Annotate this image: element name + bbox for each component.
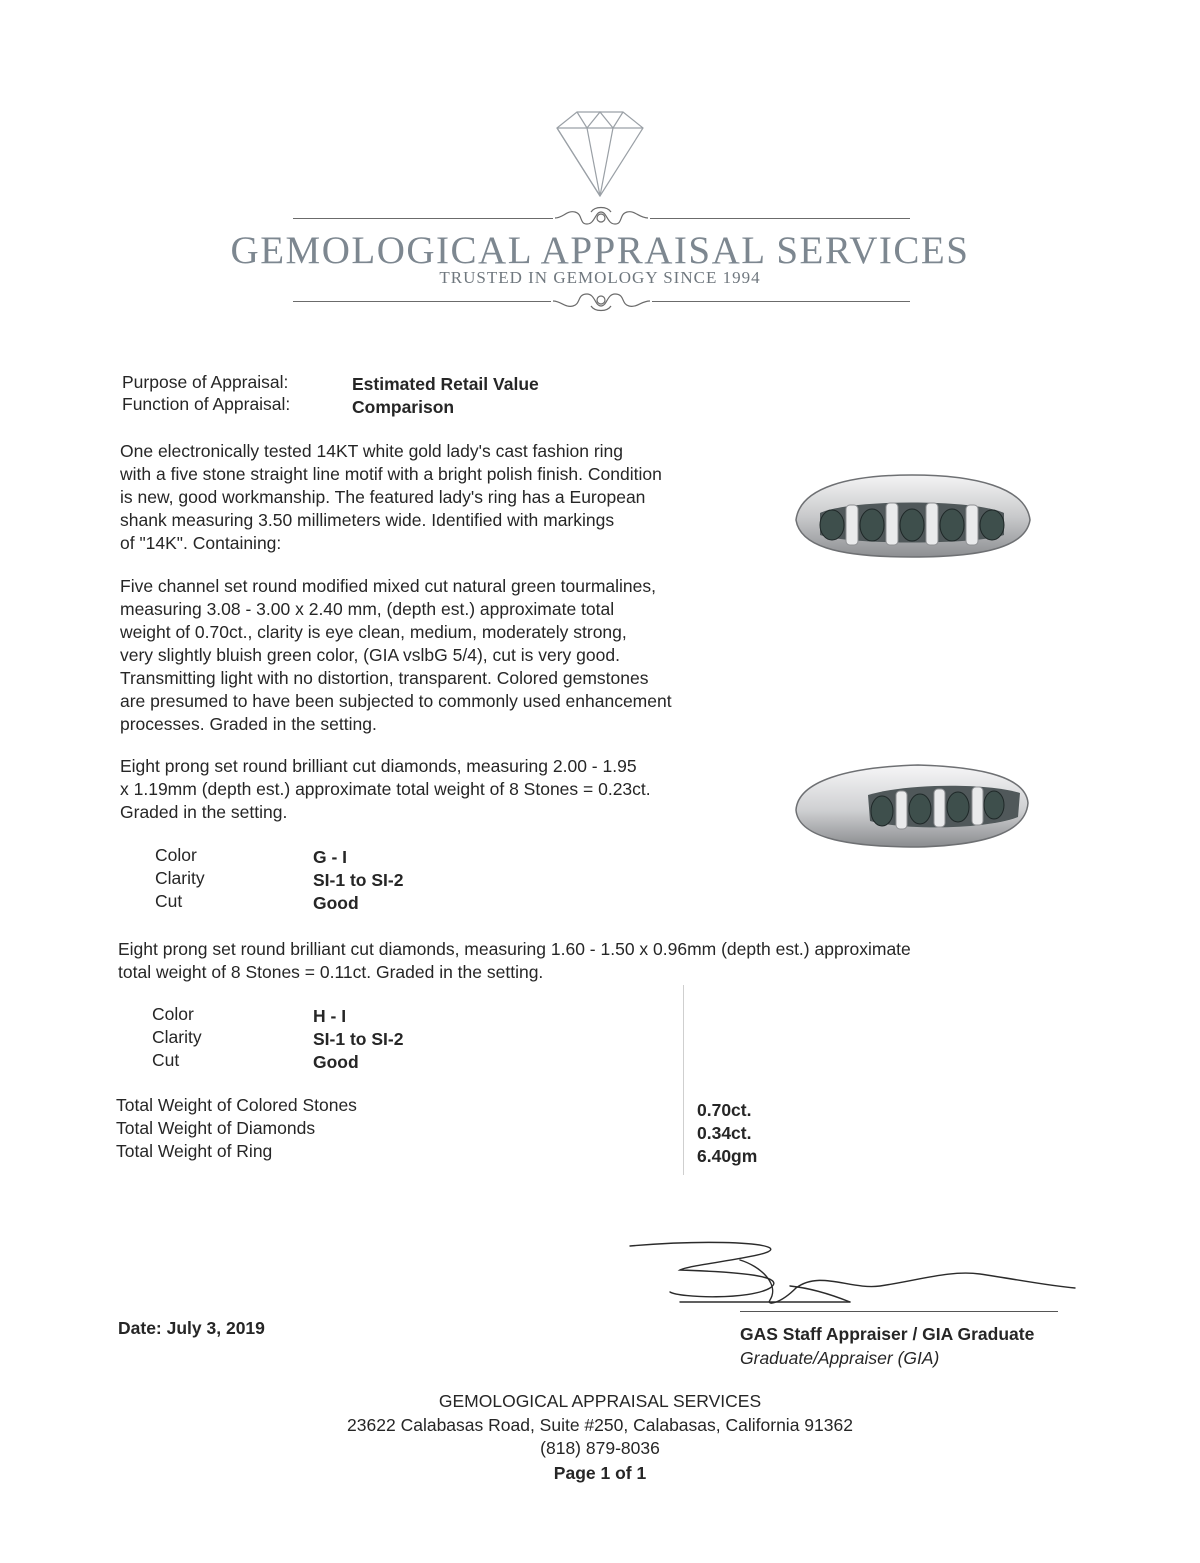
footer-phone: (818) 879-8036 bbox=[540, 1438, 660, 1458]
total-ring-value: 6.40gm bbox=[697, 1146, 758, 1166]
totals-values bbox=[697, 1099, 757, 1168]
ring-description-line: One electronically tested 14KT white gold lady's cast fashion ring bbox=[120, 441, 624, 461]
clarity-value: SI-1 to SI-2 bbox=[313, 1029, 404, 1049]
column-divider bbox=[683, 985, 684, 1175]
cut-value: Good bbox=[313, 893, 359, 913]
appraisal-date: Date: July 3, 2019 bbox=[118, 1318, 265, 1338]
grading-1-values bbox=[313, 846, 403, 915]
footer-company: GEMOLOGICAL APPRAISAL SERVICES bbox=[438, 1391, 762, 1411]
ring-photo-angle bbox=[788, 755, 1033, 855]
header-rule-top-left bbox=[293, 218, 553, 219]
appraiser-signature-icon bbox=[620, 1230, 1090, 1320]
total-colored-value: 0.70ct. bbox=[697, 1100, 752, 1120]
total-colored-label: Total Weight of Colored Stones bbox=[116, 1095, 357, 1115]
cut-label: Cut bbox=[152, 1050, 180, 1070]
function-label: Function of Appraisal: bbox=[122, 394, 291, 414]
totals-labels bbox=[116, 1094, 357, 1163]
ring-description-line: is new, good workmanship. The featured lady's ring has a European bbox=[120, 487, 646, 507]
diamonds-1-line: Eight prong set round brilliant cut diamonds, measuring 2.00 - 1.95 bbox=[120, 756, 637, 776]
tourmaline-line: weight of 0.70ct., clarity is eye clean, medium, moderately strong, bbox=[120, 622, 627, 642]
function-value: Comparison bbox=[352, 397, 455, 417]
color-value: G - I bbox=[313, 847, 348, 867]
header-rule-bottom-right bbox=[652, 301, 910, 302]
diamonds-1-description bbox=[120, 755, 760, 824]
brand-tagline: TRUSTED IN GEMOLOGY SINCE 1994 bbox=[439, 268, 761, 287]
purpose-label: Purpose of Appraisal: bbox=[122, 372, 289, 392]
tourmaline-line: processes. Graded in the setting. bbox=[120, 714, 377, 734]
grading-2-values bbox=[313, 1005, 403, 1074]
grading-2-labels bbox=[152, 1003, 202, 1072]
ring-description-line: with a five stone straight line motif with a bright polish finish. Condition bbox=[120, 464, 662, 484]
ring-description bbox=[120, 440, 760, 555]
tourmaline-line: very slightly bluish green color, (GIA vslbG 5/4), cut is very good. bbox=[120, 645, 620, 665]
appraiser-credential: Graduate/Appraiser (GIA) bbox=[740, 1348, 940, 1368]
total-diamonds-label: Total Weight of Diamonds bbox=[116, 1118, 316, 1138]
diamonds-2-line: total weight of 8 Stones = 0.11ct. Graded in the setting. bbox=[118, 962, 544, 982]
page-number: Page 1 of 1 bbox=[553, 1463, 647, 1483]
clarity-value: SI-1 to SI-2 bbox=[313, 870, 404, 890]
header-rule-top-right bbox=[650, 218, 910, 219]
clarity-label: Clarity bbox=[152, 1027, 202, 1047]
tourmaline-line: Transmitting light with no distortion, transparent. Colored gemstones bbox=[120, 668, 649, 688]
color-value: H - I bbox=[313, 1006, 347, 1026]
clarity-label: Clarity bbox=[155, 868, 205, 888]
signature-line bbox=[740, 1311, 1058, 1312]
color-label: Color bbox=[152, 1004, 194, 1024]
ring-description-line: shank measuring 3.50 millimeters wide. Identified with markings bbox=[120, 510, 615, 530]
cut-value: Good bbox=[313, 1052, 359, 1072]
tourmaline-line: are presumed to have been subjected to commonly used enhancement bbox=[120, 691, 672, 711]
diamonds-2-line: Eight prong set round brilliant cut diamonds, measuring 1.60 - 1.50 x 0.96mm (depth est.) approximate bbox=[118, 939, 911, 959]
total-ring-label: Total Weight of Ring bbox=[116, 1141, 273, 1161]
diamonds-2-description bbox=[118, 938, 1038, 984]
color-label: Color bbox=[155, 845, 197, 865]
tourmaline-line: measuring 3.08 - 3.00 x 2.40 mm, (depth est.) approximate total bbox=[120, 599, 615, 619]
diamond-logo-icon bbox=[535, 98, 665, 208]
footer-address: 23622 Calabasas Road, Suite #250, Calabasas, California 91362 bbox=[347, 1415, 853, 1435]
tourmaline-description bbox=[120, 575, 760, 736]
brand-name: GEMOLOGICAL APPRAISAL SERVICES bbox=[230, 229, 970, 272]
appraiser-title: GAS Staff Appraiser / GIA Graduate bbox=[740, 1324, 1035, 1344]
tourmaline-line: Five channel set round modified mixed cut natural green tourmalines, bbox=[120, 576, 656, 596]
total-diamonds-value: 0.34ct. bbox=[697, 1123, 752, 1143]
header-rule-bottom-left bbox=[293, 301, 551, 302]
ring-description-line: of "14K". Containing: bbox=[120, 533, 282, 553]
purpose-value: Estimated Retail Value bbox=[352, 374, 539, 394]
cut-label: Cut bbox=[155, 891, 183, 911]
diamonds-1-line: Graded in the setting. bbox=[120, 802, 288, 822]
flourish-bottom-icon bbox=[551, 288, 652, 316]
grading-1-labels bbox=[155, 844, 205, 913]
diamonds-1-line: x 1.19mm (depth est.) approximate total weight of 8 Stones = 0.23ct. bbox=[120, 779, 651, 799]
ring-photo-front bbox=[790, 465, 1035, 565]
